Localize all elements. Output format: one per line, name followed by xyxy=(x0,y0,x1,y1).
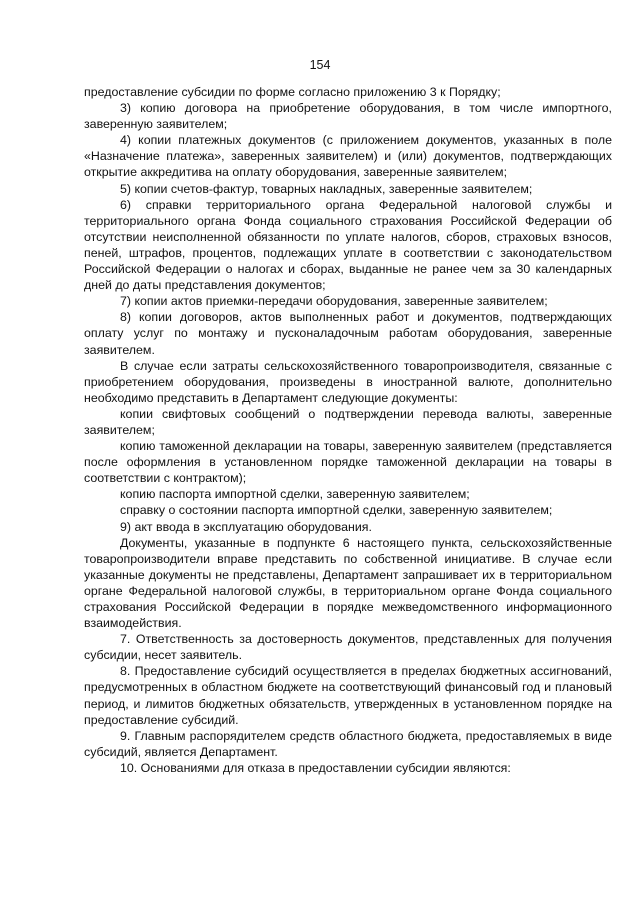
paragraph: 6) справки территориального органа Федеральной налоговой службы и территориального органа Фонда социального страхования Российской Федерации об отсутствии неисполненной обязанности по уплате налогов, сборов, страховых взносов, пеней, штрафов, процентов, подлежащих уплате в соответствии с законодательством Российской Федерации о налогах и сборах, выданные не ранее чем за 30 календарных дней до даты представления документов; xyxy=(84,197,612,293)
paragraph: 9) акт ввода в эксплуатацию оборудования. xyxy=(120,519,372,534)
paragraph: справку о состоянии паспорта импортной сделки, заверенную заявителем; xyxy=(120,503,553,518)
paragraph: 9. Главным распорядителем средств областного бюджета, предоставляемых в виде субсидий, является Департамент. xyxy=(84,728,612,759)
page-number: 154 xyxy=(309,58,331,72)
paragraph: копию таможенной декларации на товары, заверенную заявителем (представляется после оформления в установленном порядке таможенной декларации на товары в соответствии с контрактом); xyxy=(84,439,612,486)
paragraph: копию паспорта импортной сделки, заверенную заявителем; xyxy=(120,487,470,502)
document-body xyxy=(84,84,612,776)
paragraph: предоставление субсидии по форме согласно приложению 3 к Порядку; xyxy=(84,85,501,99)
paragraph: 5) копии счетов-фактур, товарных накладных, заверенные заявителем; xyxy=(120,181,533,196)
paragraph: 3) копию договора на приобретение оборудования, в том числе импортного, заверенную заявителем; xyxy=(84,101,612,132)
paragraph: 8) копии договоров, актов выполненных работ и документов, подтверждающих оплату услуг по монтажу и пусконаладочным работам оборудования, заверенные заявителем. xyxy=(84,310,612,357)
paragraph: 4) копии платежных документов (с приложением документов, указанных в поле «Назначение платежа», заверенных заявителем) и (или) документов, подтверждающих открытие аккредитива на оплату оборудования, заверенные заявителем; xyxy=(84,133,612,180)
paragraph: Документы, указанные в подпункте 6 настоящего пункта, сельскохозяйственные товаропроизводители вправе представить по собственной инициативе. В случае если указанные документы не представлены, Департамент запрашивает их в территориальном органе Федеральной налоговой службы, в территориальном органе Фонда социального страхования Российской Федерации в порядке межведомственного информационного взаимодействия. xyxy=(84,535,612,631)
paragraph: 7) копии актов приемки-передачи оборудования, заверенные заявителем; xyxy=(120,294,548,309)
paragraph: 8. Предоставление субсидий осуществляется в пределах бюджетных ассигнований, предусмотренных в областном бюджете на соответствующий финансовый год и плановый период, и лимитов бюджетных обязательств, утвержденных в установленном порядке на предоставление субсидий. xyxy=(84,664,612,727)
paragraph: 10. Основаниями для отказа в предоставлении субсидии являются: xyxy=(120,760,511,775)
paragraph: копии свифтовых сообщений о подтверждении перевода валюты, заверенные заявителем; xyxy=(84,406,612,437)
paragraph: 7. Ответственность за достоверность документов, представленных для получения субсидии, несет заявитель. xyxy=(84,632,612,663)
paragraph: В случае если затраты сельскохозяйственного товаропроизводителя, связанные с приобретением оборудования, произведены в иностранной валюте, дополнительно необходимо представить в Департамент следующие документы: xyxy=(84,358,612,405)
